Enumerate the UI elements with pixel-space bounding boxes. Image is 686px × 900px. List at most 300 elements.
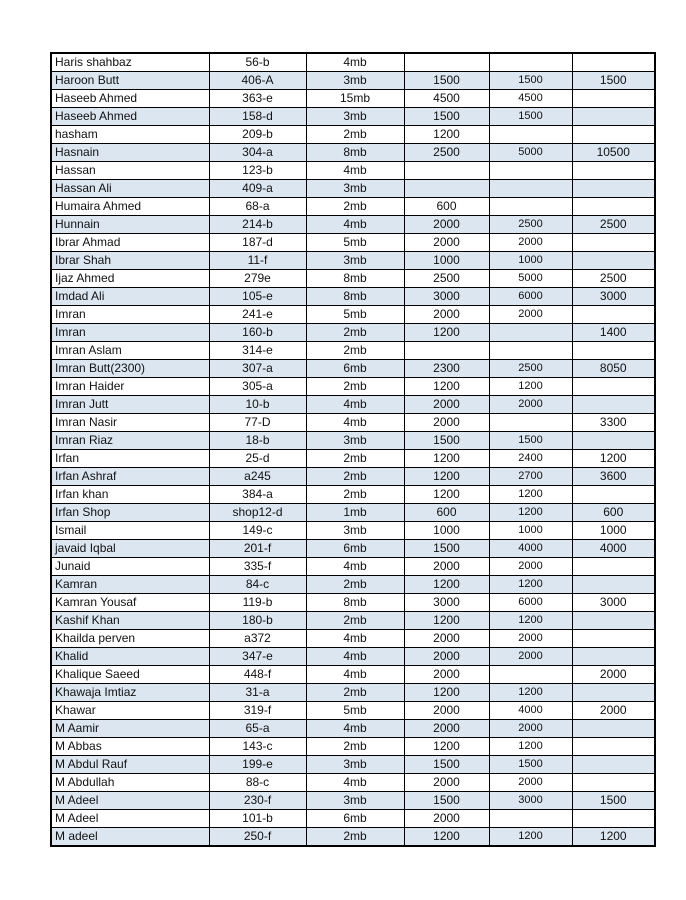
amount-cell: 1500 — [404, 756, 489, 774]
name-cell: Haroon Butt — [51, 72, 209, 90]
house-cell: 230-f — [209, 792, 306, 810]
house-cell: 279e — [209, 270, 306, 288]
house-cell: 250-f — [209, 828, 306, 847]
amount-cell: 2000 — [404, 630, 489, 648]
house-cell: 363-e — [209, 90, 306, 108]
table-row — [51, 486, 655, 504]
paid-cell: 2000 — [489, 306, 572, 324]
table-row — [51, 324, 655, 342]
table-row — [51, 540, 655, 558]
amount-cell: 2000 — [404, 396, 489, 414]
balance-cell — [572, 810, 655, 828]
amount-cell: 600 — [404, 504, 489, 522]
table-row — [51, 180, 655, 198]
table-row — [51, 198, 655, 216]
package-cell: 5mb — [306, 234, 404, 252]
name-cell: M Abdullah — [51, 774, 209, 792]
balance-cell: 1200 — [572, 450, 655, 468]
name-cell: Humaira Ahmed — [51, 198, 209, 216]
paid-cell — [489, 810, 572, 828]
balance-cell: 2500 — [572, 270, 655, 288]
name-cell: Irfan khan — [51, 486, 209, 504]
amount-cell: 2500 — [404, 270, 489, 288]
paid-cell: 1200 — [489, 828, 572, 847]
name-cell: Khalid — [51, 648, 209, 666]
balance-cell — [572, 558, 655, 576]
name-cell: hasham — [51, 126, 209, 144]
house-cell: 10-b — [209, 396, 306, 414]
balance-cell: 1500 — [572, 792, 655, 810]
house-cell: 25-d — [209, 450, 306, 468]
package-cell: 2mb — [306, 198, 404, 216]
name-cell: Kamran Yousaf — [51, 594, 209, 612]
package-cell: 4mb — [306, 53, 404, 72]
house-cell: 409-a — [209, 180, 306, 198]
table-row — [51, 342, 655, 360]
amount-cell: 1200 — [404, 468, 489, 486]
balance-cell: 2500 — [572, 216, 655, 234]
table-row — [51, 684, 655, 702]
name-cell: M Adeel — [51, 792, 209, 810]
package-cell: 4mb — [306, 414, 404, 432]
paid-cell: 1500 — [489, 72, 572, 90]
table-row — [51, 648, 655, 666]
paid-cell — [489, 414, 572, 432]
house-cell: 305-a — [209, 378, 306, 396]
paid-cell — [489, 162, 572, 180]
balance-cell — [572, 432, 655, 450]
house-cell: 209-b — [209, 126, 306, 144]
table-row — [51, 576, 655, 594]
balance-cell: 8050 — [572, 360, 655, 378]
amount-cell: 1200 — [404, 738, 489, 756]
balance-cell — [572, 684, 655, 702]
amount-cell: 2000 — [404, 702, 489, 720]
name-cell: M Aamir — [51, 720, 209, 738]
package-cell: 6mb — [306, 540, 404, 558]
name-cell: Imran Riaz — [51, 432, 209, 450]
house-cell: 77-D — [209, 414, 306, 432]
package-cell: 3mb — [306, 756, 404, 774]
name-cell: Hassan — [51, 162, 209, 180]
amount-cell: 2000 — [404, 558, 489, 576]
table-row — [51, 792, 655, 810]
amount-cell: 2000 — [404, 414, 489, 432]
table-row — [51, 53, 655, 72]
package-cell: 6mb — [306, 360, 404, 378]
balance-cell: 600 — [572, 504, 655, 522]
name-cell: Khailda perven — [51, 630, 209, 648]
paid-cell: 1500 — [489, 756, 572, 774]
balance-cell — [572, 306, 655, 324]
house-cell: a372 — [209, 630, 306, 648]
house-cell: 307-a — [209, 360, 306, 378]
package-cell: 6mb — [306, 810, 404, 828]
amount-cell: 1500 — [404, 432, 489, 450]
amount-cell: 1500 — [404, 108, 489, 126]
amount-cell: 1200 — [404, 486, 489, 504]
house-cell: 187-d — [209, 234, 306, 252]
house-cell: 123-b — [209, 162, 306, 180]
package-cell: 1mb — [306, 504, 404, 522]
house-cell: a245 — [209, 468, 306, 486]
package-cell: 2mb — [306, 468, 404, 486]
paid-cell: 2000 — [489, 630, 572, 648]
amount-cell: 2300 — [404, 360, 489, 378]
name-cell: Hunnain — [51, 216, 209, 234]
balance-cell: 3000 — [572, 594, 655, 612]
house-cell: 199-e — [209, 756, 306, 774]
amount-cell: 1200 — [404, 378, 489, 396]
amount-cell: 1000 — [404, 252, 489, 270]
name-cell: Haseeb Ahmed — [51, 90, 209, 108]
balance-cell: 2000 — [572, 702, 655, 720]
package-cell: 5mb — [306, 702, 404, 720]
balance-cell — [572, 486, 655, 504]
amount-cell: 1200 — [404, 828, 489, 847]
table-row — [51, 468, 655, 486]
amount-cell: 2000 — [404, 666, 489, 684]
name-cell: Ismail — [51, 522, 209, 540]
name-cell: Imran — [51, 324, 209, 342]
package-cell: 4mb — [306, 666, 404, 684]
package-cell: 3mb — [306, 792, 404, 810]
amount-cell: 1200 — [404, 126, 489, 144]
table-row — [51, 288, 655, 306]
balance-cell: 2000 — [572, 666, 655, 684]
balance-cell — [572, 774, 655, 792]
amount-cell: 600 — [404, 198, 489, 216]
balance-cell — [572, 90, 655, 108]
paid-cell — [489, 324, 572, 342]
package-cell: 3mb — [306, 252, 404, 270]
house-cell: 314-e — [209, 342, 306, 360]
name-cell: Irfan — [51, 450, 209, 468]
name-cell: Ijaz Ahmed — [51, 270, 209, 288]
table-row — [51, 738, 655, 756]
spreadsheet-page — [50, 52, 656, 847]
package-cell: 5mb — [306, 306, 404, 324]
balance-cell: 3000 — [572, 288, 655, 306]
house-cell: 119-b — [209, 594, 306, 612]
amount-cell: 1200 — [404, 684, 489, 702]
paid-cell — [489, 666, 572, 684]
package-cell: 4mb — [306, 720, 404, 738]
house-cell: 160-b — [209, 324, 306, 342]
table-row — [51, 252, 655, 270]
package-cell: 2mb — [306, 450, 404, 468]
package-cell: 4mb — [306, 648, 404, 666]
balance-cell — [572, 576, 655, 594]
house-cell: 149-c — [209, 522, 306, 540]
paid-cell: 1200 — [489, 486, 572, 504]
package-cell: 2mb — [306, 324, 404, 342]
balance-cell — [572, 378, 655, 396]
house-cell: 84-c — [209, 576, 306, 594]
table-row — [51, 828, 655, 847]
amount-cell: 1200 — [404, 450, 489, 468]
balance-cell — [572, 162, 655, 180]
house-cell: 180-b — [209, 612, 306, 630]
amount-cell — [404, 53, 489, 72]
house-cell: 335-f — [209, 558, 306, 576]
paid-cell: 2500 — [489, 216, 572, 234]
paid-cell: 2000 — [489, 648, 572, 666]
paid-cell: 1000 — [489, 252, 572, 270]
package-cell: 2mb — [306, 828, 404, 847]
name-cell: Imran Jutt — [51, 396, 209, 414]
name-cell: Ibrar Shah — [51, 252, 209, 270]
package-cell: 2mb — [306, 342, 404, 360]
package-cell: 2mb — [306, 738, 404, 756]
package-cell: 2mb — [306, 378, 404, 396]
balance-cell: 4000 — [572, 540, 655, 558]
table-row — [51, 702, 655, 720]
amount-cell: 1200 — [404, 576, 489, 594]
name-cell: Imran Aslam — [51, 342, 209, 360]
table-row — [51, 234, 655, 252]
house-cell: 448-f — [209, 666, 306, 684]
paid-cell: 3000 — [489, 792, 572, 810]
paid-cell: 2000 — [489, 774, 572, 792]
house-cell: 241-e — [209, 306, 306, 324]
table-row — [51, 144, 655, 162]
package-cell: 4mb — [306, 558, 404, 576]
table-row — [51, 378, 655, 396]
name-cell: Hasnain — [51, 144, 209, 162]
package-cell: 4mb — [306, 216, 404, 234]
name-cell: Khawaja Imtiaz — [51, 684, 209, 702]
house-cell: 56-b — [209, 53, 306, 72]
paid-cell: 1200 — [489, 576, 572, 594]
paid-cell: 2500 — [489, 360, 572, 378]
table-row — [51, 270, 655, 288]
table-row — [51, 522, 655, 540]
balance-cell — [572, 198, 655, 216]
package-cell: 2mb — [306, 486, 404, 504]
balance-cell — [572, 396, 655, 414]
balance-cell — [572, 234, 655, 252]
table-row — [51, 774, 655, 792]
balance-cell — [572, 630, 655, 648]
table-row — [51, 162, 655, 180]
amount-cell: 3000 — [404, 594, 489, 612]
amount-cell — [404, 180, 489, 198]
balance-cell — [572, 720, 655, 738]
table-row — [51, 216, 655, 234]
paid-cell — [489, 342, 572, 360]
package-cell: 3mb — [306, 432, 404, 450]
table-row — [51, 108, 655, 126]
house-cell: 65-a — [209, 720, 306, 738]
package-cell: 8mb — [306, 144, 404, 162]
house-cell: 88-c — [209, 774, 306, 792]
name-cell: Haseeb Ahmed — [51, 108, 209, 126]
package-cell: 4mb — [306, 162, 404, 180]
house-cell: 201-f — [209, 540, 306, 558]
balance-cell — [572, 738, 655, 756]
paid-cell: 2000 — [489, 720, 572, 738]
house-cell: 406-A — [209, 72, 306, 90]
name-cell: Ibrar Ahmad — [51, 234, 209, 252]
paid-cell: 1200 — [489, 684, 572, 702]
paid-cell — [489, 198, 572, 216]
balance-cell — [572, 180, 655, 198]
amount-cell: 2000 — [404, 648, 489, 666]
table-row — [51, 558, 655, 576]
name-cell: M Adeel — [51, 810, 209, 828]
name-cell: Imran — [51, 306, 209, 324]
table-row — [51, 360, 655, 378]
name-cell: javaid Iqbal — [51, 540, 209, 558]
house-cell: 68-a — [209, 198, 306, 216]
house-cell: shop12-d — [209, 504, 306, 522]
house-cell: 101-b — [209, 810, 306, 828]
balance-cell: 3300 — [572, 414, 655, 432]
amount-cell: 2000 — [404, 774, 489, 792]
table-row — [51, 612, 655, 630]
paid-cell: 2000 — [489, 396, 572, 414]
name-cell: Imran Haider — [51, 378, 209, 396]
table-row — [51, 396, 655, 414]
package-cell: 2mb — [306, 126, 404, 144]
amount-cell: 1000 — [404, 522, 489, 540]
table-row — [51, 414, 655, 432]
amount-cell: 1200 — [404, 324, 489, 342]
paid-cell: 5000 — [489, 270, 572, 288]
paid-cell: 1000 — [489, 522, 572, 540]
house-cell: 214-b — [209, 216, 306, 234]
paid-cell: 4000 — [489, 540, 572, 558]
package-cell: 8mb — [306, 270, 404, 288]
paid-cell: 5000 — [489, 144, 572, 162]
balance-cell — [572, 252, 655, 270]
amount-cell: 1500 — [404, 540, 489, 558]
name-cell: Khalique Saeed — [51, 666, 209, 684]
package-cell: 8mb — [306, 594, 404, 612]
amount-cell: 2000 — [404, 720, 489, 738]
table-row — [51, 720, 655, 738]
name-cell: Kashif Khan — [51, 612, 209, 630]
amount-cell: 2000 — [404, 216, 489, 234]
table-row — [51, 666, 655, 684]
balance-cell: 3600 — [572, 468, 655, 486]
house-cell: 158-d — [209, 108, 306, 126]
table-row — [51, 594, 655, 612]
package-cell: 3mb — [306, 72, 404, 90]
paid-cell: 4500 — [489, 90, 572, 108]
package-cell: 2mb — [306, 684, 404, 702]
package-cell: 4mb — [306, 774, 404, 792]
balance-cell — [572, 108, 655, 126]
name-cell: M adeel — [51, 828, 209, 847]
amount-cell: 2500 — [404, 144, 489, 162]
table-row — [51, 810, 655, 828]
amount-cell: 1500 — [404, 792, 489, 810]
balance-cell — [572, 342, 655, 360]
paid-cell: 1500 — [489, 108, 572, 126]
house-cell: 18-b — [209, 432, 306, 450]
package-cell: 15mb — [306, 90, 404, 108]
name-cell: Khawar — [51, 702, 209, 720]
balance-cell: 10500 — [572, 144, 655, 162]
balance-cell — [572, 53, 655, 72]
balance-cell — [572, 756, 655, 774]
table-row — [51, 756, 655, 774]
balance-cell: 1400 — [572, 324, 655, 342]
table-body — [51, 53, 655, 846]
amount-cell: 2000 — [404, 810, 489, 828]
paid-cell: 2000 — [489, 234, 572, 252]
table-row — [51, 72, 655, 90]
name-cell: Irfan Ashraf — [51, 468, 209, 486]
table-row — [51, 306, 655, 324]
name-cell: Junaid — [51, 558, 209, 576]
amount-cell: 1500 — [404, 72, 489, 90]
house-cell: 347-e — [209, 648, 306, 666]
package-cell: 8mb — [306, 288, 404, 306]
name-cell: M Abbas — [51, 738, 209, 756]
paid-cell — [489, 180, 572, 198]
paid-cell: 2000 — [489, 558, 572, 576]
paid-cell: 2700 — [489, 468, 572, 486]
table-row — [51, 432, 655, 450]
house-cell: 31-a — [209, 684, 306, 702]
paid-cell: 2400 — [489, 450, 572, 468]
name-cell: Kamran — [51, 576, 209, 594]
paid-cell — [489, 53, 572, 72]
amount-cell: 2000 — [404, 234, 489, 252]
paid-cell: 1500 — [489, 432, 572, 450]
paid-cell: 1200 — [489, 612, 572, 630]
name-cell: Hassan Ali — [51, 180, 209, 198]
name-cell: Imran Butt(2300) — [51, 360, 209, 378]
name-cell: M Abdul Rauf — [51, 756, 209, 774]
paid-cell: 6000 — [489, 288, 572, 306]
amount-cell: 1200 — [404, 612, 489, 630]
table-row — [51, 126, 655, 144]
balance-cell — [572, 612, 655, 630]
amount-cell: 3000 — [404, 288, 489, 306]
house-cell: 105-e — [209, 288, 306, 306]
package-cell: 3mb — [306, 180, 404, 198]
paid-cell: 4000 — [489, 702, 572, 720]
amount-cell: 2000 — [404, 306, 489, 324]
table-row — [51, 630, 655, 648]
package-cell: 3mb — [306, 108, 404, 126]
amount-cell: 4500 — [404, 90, 489, 108]
package-cell: 2mb — [306, 576, 404, 594]
package-cell: 3mb — [306, 522, 404, 540]
balance-cell: 1000 — [572, 522, 655, 540]
house-cell: 384-a — [209, 486, 306, 504]
package-cell: 4mb — [306, 630, 404, 648]
table-row — [51, 504, 655, 522]
paid-cell: 6000 — [489, 594, 572, 612]
balance-cell: 1200 — [572, 828, 655, 847]
name-cell: Irfan Shop — [51, 504, 209, 522]
house-cell: 319-f — [209, 702, 306, 720]
house-cell: 143-c — [209, 738, 306, 756]
package-cell: 2mb — [306, 612, 404, 630]
paid-cell: 1200 — [489, 378, 572, 396]
name-cell: Imran Nasir — [51, 414, 209, 432]
balance-cell — [572, 648, 655, 666]
name-cell: Imdad Ali — [51, 288, 209, 306]
amount-cell — [404, 342, 489, 360]
paid-cell: 1200 — [489, 738, 572, 756]
name-cell: Haris shahbaz — [51, 53, 209, 72]
